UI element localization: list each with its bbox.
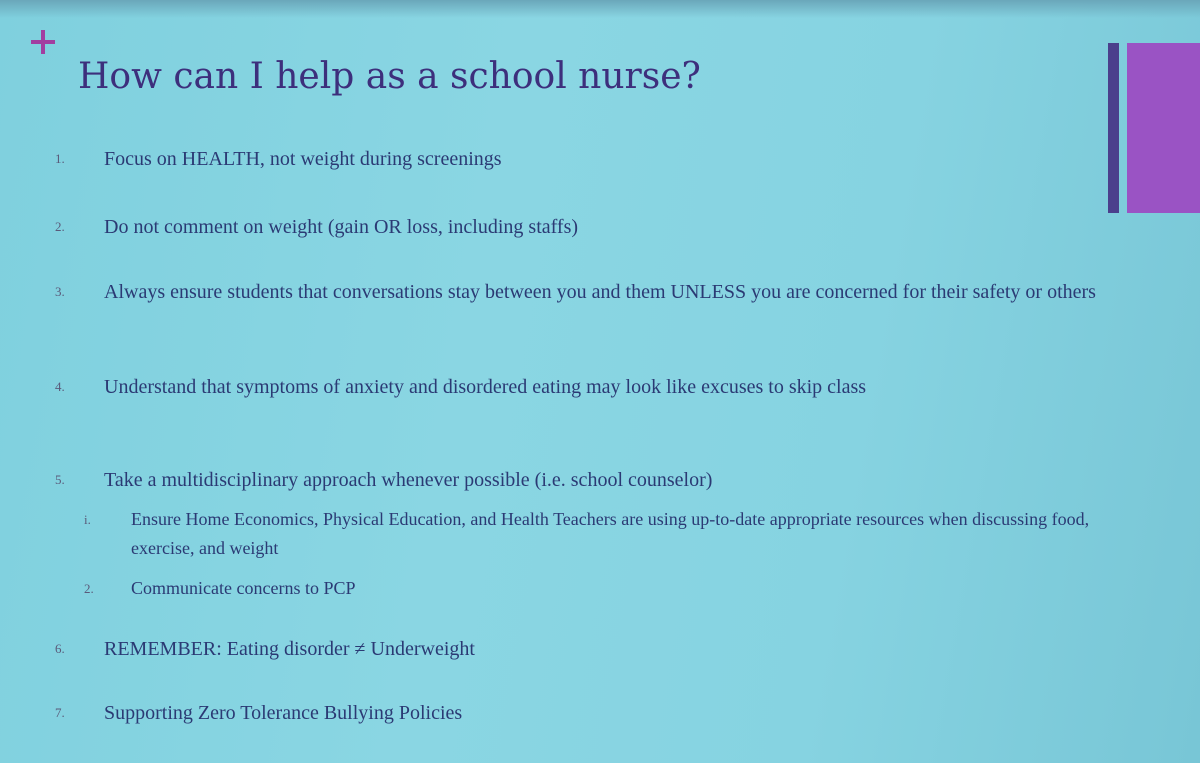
item-6-number: 6. — [55, 641, 65, 656]
item-3-text: Always ensure students that conversations stay between you and them UNLESS you are concerned for their safety or others — [104, 281, 1096, 303]
item-7-number: 7. — [55, 705, 65, 720]
item-1-text: Focus on HEALTH, not weight during screenings — [104, 148, 502, 170]
item-6-text: REMEMBER: Eating disorder ≠ Underweight — [104, 638, 475, 660]
subitem-1-number: i. — [84, 512, 91, 527]
item-4-number: 4. — [55, 379, 65, 394]
item-4-text: Understand that symptoms of anxiety and disordered eating may look like excuses to skip class — [104, 376, 867, 398]
subitem-2-number: 2. — [84, 581, 94, 596]
item-1-number: 1. — [55, 151, 65, 166]
accent-bar-dark — [1108, 43, 1119, 213]
item-5-text: Take a multidisciplinary approach whenever possible (i.e. school counselor) — [104, 469, 713, 491]
accent-block-purple — [1127, 43, 1200, 213]
item-3-number: 3. — [55, 284, 65, 299]
subitem-1-text: Ensure Home Economics, Physical Education, and Health Teachers are using up-to-date appropriate resources when discussing food, exercise, and weight — [131, 509, 1090, 558]
top-edge-shadow — [0, 0, 1200, 18]
item-7-text: Supporting Zero Tolerance Bullying Policies — [104, 702, 463, 724]
item-2-text: Do not comment on weight (gain OR loss, including staffs) — [104, 216, 579, 238]
slide-title: How can I help as a school nurse? — [78, 56, 701, 97]
item-2-number: 2. — [55, 219, 65, 234]
subitem-2-text: Communicate concerns to PCP — [131, 578, 356, 598]
item-5-number: 5. — [55, 472, 65, 487]
plus-icon — [31, 30, 55, 54]
